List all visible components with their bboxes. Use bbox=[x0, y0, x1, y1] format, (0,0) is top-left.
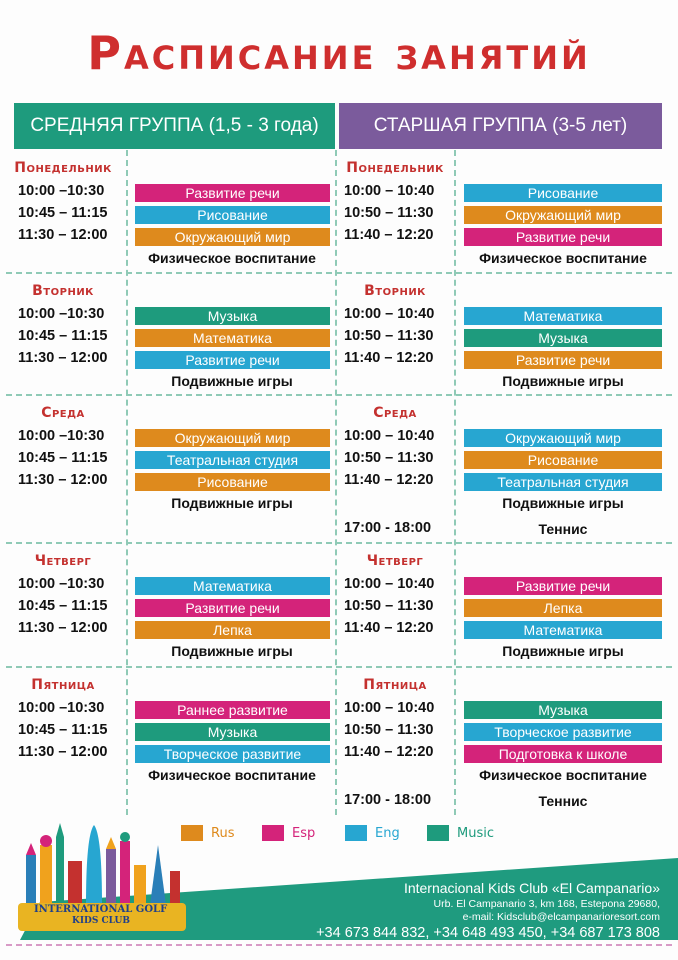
legend-label-music: Music bbox=[457, 826, 494, 841]
time-slot: 10:45 – 11:15 bbox=[18, 328, 108, 344]
time-slot: 10:45 – 11:15 bbox=[18, 450, 108, 466]
day-divider bbox=[6, 272, 672, 274]
day-name-middle: Четверг bbox=[34, 553, 92, 569]
day-name-senior: Среда bbox=[373, 405, 417, 421]
time-slot: 11:40 – 12:20 bbox=[344, 227, 434, 243]
senior-group-header: СТАРШАЯ ГРУППА (3-5 лет) bbox=[339, 103, 662, 149]
logo-text-line1: INTERNATIONAL GOLF bbox=[34, 904, 168, 915]
subject-bar: Развитие речи bbox=[135, 184, 330, 202]
page-title: Расписание занятий bbox=[87, 26, 591, 80]
day-name-middle: Пятница bbox=[31, 677, 95, 693]
footer-phones[interactable]: +34 673 844 832, +34 648 493 450, +34 687 173 808 bbox=[316, 925, 660, 941]
activity-label: Подвижные игры bbox=[502, 373, 624, 389]
footer-address: Urb. El Campanario 3, km 168, Estepona 29680, bbox=[433, 898, 660, 910]
logo-text-line2: KIDS CLUB bbox=[72, 916, 130, 926]
time-slot: 17:00 - 18:00 bbox=[344, 792, 432, 808]
legend-label-esp: Esp bbox=[292, 826, 316, 841]
subject-bar: Математика bbox=[135, 329, 330, 347]
activity-label: Физическое воспитание bbox=[148, 250, 316, 266]
time-slot: 10:50 – 11:30 bbox=[344, 205, 434, 221]
subject-bar: Окружающий мир bbox=[135, 429, 330, 447]
legend-label-eng: Eng bbox=[375, 826, 400, 841]
time-slot: 11:30 – 12:00 bbox=[18, 744, 108, 760]
legend-swatch-esp bbox=[262, 825, 284, 841]
activity-label: Подвижные игры bbox=[171, 643, 293, 659]
time-slot: 10:50 – 11:30 bbox=[344, 328, 434, 344]
activity-label: Теннис bbox=[538, 793, 588, 809]
time-slot: 10:50 – 11:30 bbox=[344, 450, 434, 466]
subject-bar: Театральная студия bbox=[464, 473, 662, 491]
footer-email[interactable]: e-mail: Kidsclub@elcampanarioresort.com bbox=[462, 911, 660, 923]
day-name-senior: Понедельник bbox=[346, 160, 444, 176]
subject-bar: Раннее развитие bbox=[135, 701, 330, 719]
time-slot: 11:40 – 12:20 bbox=[344, 620, 434, 636]
time-slot: 10:00 –10:30 bbox=[18, 183, 105, 199]
time-slot: 10:00 –10:30 bbox=[18, 428, 105, 444]
day-name-senior: Вторник bbox=[364, 283, 426, 299]
day-divider bbox=[6, 542, 672, 544]
day-name-middle: Вторник bbox=[32, 283, 94, 299]
subject-bar: Математика bbox=[135, 577, 330, 595]
activity-label: Подвижные игры bbox=[502, 643, 624, 659]
subject-bar: Музыка bbox=[135, 307, 330, 325]
subject-bar: Рисование bbox=[135, 206, 330, 224]
subject-bar: Развитие речи bbox=[135, 599, 330, 617]
time-slot: 10:45 – 11:15 bbox=[18, 205, 108, 221]
time-slot: 10:45 – 11:15 bbox=[18, 598, 108, 614]
activity-label: Физическое воспитание bbox=[148, 767, 316, 783]
day-divider bbox=[6, 666, 672, 668]
time-slot: 10:00 – 10:40 bbox=[344, 576, 435, 592]
subject-bar: Подготовка к школе bbox=[464, 745, 662, 763]
time-slot: 10:50 – 11:30 bbox=[344, 722, 434, 738]
subject-bar: Математика bbox=[464, 621, 662, 639]
footer-club-name: Internacional Kids Club «El Campanario» bbox=[403, 880, 660, 896]
day-name-middle: Среда bbox=[41, 405, 85, 421]
subject-bar: Рисование bbox=[135, 473, 330, 491]
activity-label: Теннис bbox=[538, 521, 588, 537]
time-slot: 11:30 – 12:00 bbox=[18, 350, 108, 366]
time-slot: 17:00 - 18:00 bbox=[344, 520, 432, 536]
time-slot: 11:30 – 12:00 bbox=[18, 472, 108, 488]
subject-bar: Лепка bbox=[464, 599, 662, 617]
legend-swatch-music bbox=[427, 825, 449, 841]
subject-bar: Математика bbox=[464, 307, 662, 325]
day-divider bbox=[6, 394, 672, 396]
time-slot: 11:40 – 12:20 bbox=[344, 472, 434, 488]
subject-bar: Лепка bbox=[135, 621, 330, 639]
subject-bar: Окружающий мир bbox=[464, 206, 662, 224]
time-slot: 10:00 –10:30 bbox=[18, 306, 105, 322]
subject-bar: Рисование bbox=[464, 451, 662, 469]
subject-bar: Музыка bbox=[464, 329, 662, 347]
subject-bar: Творческое развитие bbox=[135, 745, 330, 763]
middle-group-header: СРЕДНЯЯ ГРУППА (1,5 - 3 года) bbox=[14, 103, 335, 149]
time-slot: 10:00 – 10:40 bbox=[344, 306, 435, 322]
time-slot: 10:00 – 10:40 bbox=[344, 428, 435, 444]
time-slot: 10:00 – 10:40 bbox=[344, 183, 435, 199]
subject-bar: Развитие речи bbox=[464, 577, 662, 595]
activity-label: Подвижные игры bbox=[171, 495, 293, 511]
time-slot: 10:00 – 10:40 bbox=[344, 700, 435, 716]
time-slot: 10:45 – 11:15 bbox=[18, 722, 108, 738]
time-slot: 11:30 – 12:00 bbox=[18, 227, 108, 243]
legend-swatch-eng bbox=[345, 825, 367, 841]
activity-label: Физическое воспитание bbox=[479, 767, 647, 783]
activity-label: Физическое воспитание bbox=[479, 250, 647, 266]
activity-label: Подвижные игры bbox=[171, 373, 293, 389]
day-name-senior: Четверг bbox=[366, 553, 424, 569]
subject-bar: Окружающий мир bbox=[135, 228, 330, 246]
time-slot: 11:40 – 12:20 bbox=[344, 744, 434, 760]
day-name-senior: Пятница bbox=[363, 677, 427, 693]
legend-label-rus: Rus bbox=[211, 826, 235, 841]
bottom-divider bbox=[6, 944, 672, 946]
time-slot: 10:00 –10:30 bbox=[18, 700, 105, 716]
time-slot: 10:00 –10:30 bbox=[18, 576, 105, 592]
subject-bar: Развитие речи bbox=[135, 351, 330, 369]
subject-bar: Театральная студия bbox=[135, 451, 330, 469]
subject-bar: Музыка bbox=[135, 723, 330, 741]
subject-bar: Творческое развитие bbox=[464, 723, 662, 741]
activity-label: Подвижные игры bbox=[502, 495, 624, 511]
subject-bar: Музыка bbox=[464, 701, 662, 719]
time-slot: 10:50 – 11:30 bbox=[344, 598, 434, 614]
time-slot: 11:30 – 12:00 bbox=[18, 620, 108, 636]
subject-bar: Окружающий мир bbox=[464, 429, 662, 447]
time-slot: 11:40 – 12:20 bbox=[344, 350, 434, 366]
subject-bar: Рисование bbox=[464, 184, 662, 202]
subject-bar: Развитие речи bbox=[464, 228, 662, 246]
day-name-middle: Понедельник bbox=[14, 160, 112, 176]
subject-bar: Развитие речи bbox=[464, 351, 662, 369]
